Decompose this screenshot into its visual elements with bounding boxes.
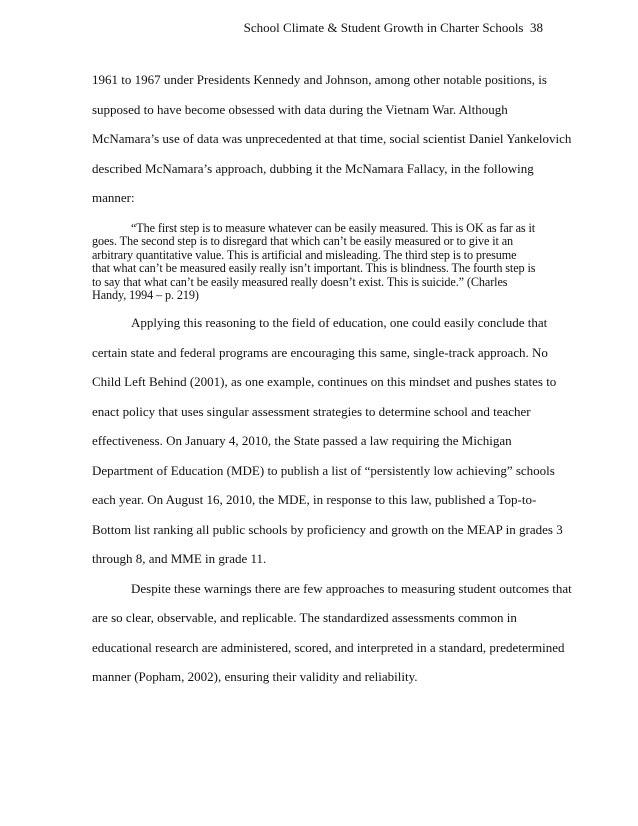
running-head bbox=[244, 20, 543, 36]
text-line: manner (Popham, 2002), ensuring their validity and reliability. bbox=[92, 669, 418, 685]
text-line: Department of Education (MDE) to publish a list of “persistently low achieving” schools bbox=[92, 462, 555, 478]
running-head-title: School Climate & Student Growth in Charter Schools bbox=[243, 20, 524, 35]
paragraph-continued bbox=[92, 72, 572, 220]
quote-line: “The first step is to measure whatever can be easily measured. This is OK as far as it bbox=[131, 220, 536, 235]
quote-line: that what can’t be measured easily really isn’t important. This is blindness. The fourth step is bbox=[92, 261, 536, 276]
quote-line: goes. The second step is to disregard that which can’t be easily measured or to give it an bbox=[92, 234, 514, 249]
text-line: described McNamara’s approach, dubbing it the McNamara Fallacy, in the following bbox=[92, 160, 534, 176]
block-quote bbox=[92, 222, 572, 304]
text-line: Applying this reasoning to the field of education, one could easily conclude that bbox=[131, 315, 548, 331]
text-line: Despite these warnings there are few approaches to measuring student outcomes that bbox=[131, 580, 572, 596]
text-line: educational research are administered, scored, and interpreted in a standard, predetermined bbox=[92, 639, 565, 655]
text-line: effectiveness. On January 4, 2010, the State passed a law requiring the Michigan bbox=[92, 433, 512, 449]
text-line: certain state and federal programs are encouraging this same, single-track approach. No bbox=[92, 344, 548, 360]
paragraph-education bbox=[92, 315, 572, 581]
text-line: enact policy that uses singular assessment strategies to determine school and teacher bbox=[92, 403, 531, 419]
text-line: through 8, and MME in grade 11. bbox=[92, 551, 267, 567]
page-number: 38 bbox=[530, 20, 543, 35]
text-line: each year. On August 16, 2010, the MDE, in response to this law, published a Top-to- bbox=[92, 492, 537, 508]
text-line: supposed to have become obsessed with data during the Vietnam War. Although bbox=[92, 101, 508, 117]
quote-line: Handy, 1994 – p. 219) bbox=[92, 288, 199, 303]
text-line: are so clear, observable, and replicable. The standardized assessments common in bbox=[92, 610, 517, 626]
text-line: 1961 to 1967 under Presidents Kennedy and Johnson, among other notable positions, is bbox=[92, 72, 547, 87]
body-text bbox=[92, 72, 572, 699]
quote-line: to say that what can’t be easily measured really doesn’t exist. This is suicide.” (Charles bbox=[92, 274, 508, 289]
text-line: Bottom list ranking all public schools by proficiency and growth on the MEAP in grades 3 bbox=[92, 521, 563, 537]
text-line: manner: bbox=[92, 190, 135, 205]
text-line: Child Left Behind (2001), as one example, continues on this mindset and pushes states to bbox=[92, 374, 557, 390]
quote-line: arbitrary quantitative value. This is artificial and misleading. The third step is to presume bbox=[92, 247, 517, 262]
text-line: McNamara’s use of data was unprecedented at that time, social scientist Daniel Yankelovich bbox=[92, 131, 572, 146]
paragraph-assessments bbox=[92, 581, 572, 699]
